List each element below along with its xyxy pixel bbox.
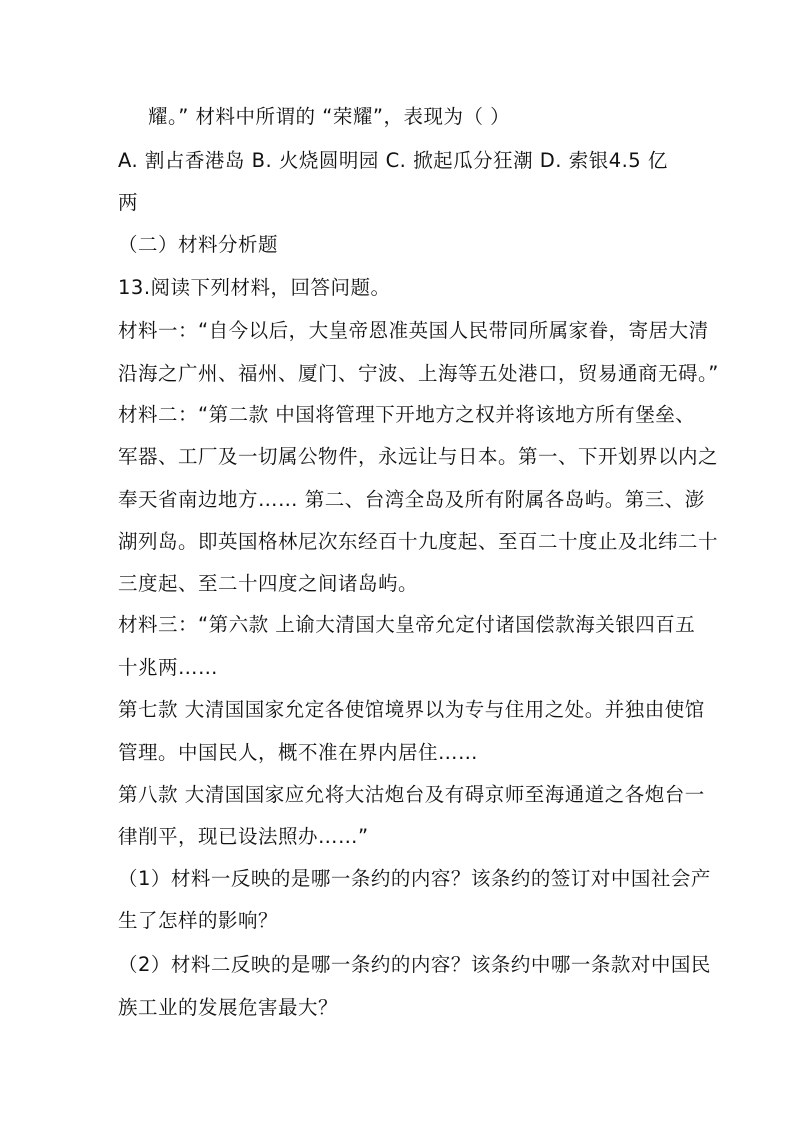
material-2-line: 湖列岛。即英国格林尼次东经百十九度起、至百二十度止及北纬二十 (118, 530, 719, 553)
question-12-options-continued: 两 (118, 191, 139, 214)
question-12-tail: 耀。” 材料中所谓的 “荣耀”，表现为（ ） (148, 105, 511, 128)
sub-question-1-continued: 生了怎样的影响？ (118, 909, 279, 932)
material-2-line: 三度起、至二十四度之间诸岛屿。 (118, 572, 419, 595)
article-8-line: 第八款 大清国国家应允将大沽炮台及有碍京师至海通道之各炮台一 (118, 783, 705, 806)
material-2-line: 军器、工厂及一切属公物件，永远让与日本。第一、下开划界以内之 (118, 445, 719, 468)
material-1-line: 沿海之广州、福州、厦门、宁波、上海等五处港口，贸易通商无碍。” (118, 362, 719, 385)
question-13-prompt: 13.阅读下列材料，回答问题。 (118, 276, 391, 299)
material-1-line: 材料一：“自今以后，大皇帝恩准英国人民带同所属家眷，寄居大清 (118, 319, 709, 342)
article-8-line: 律削平，现已设法照办……” (118, 825, 369, 848)
material-3-line: 十兆两…… (118, 656, 219, 679)
material-3-line: 材料三：“第六款 上谕大清国大皇帝允定付诸国偿款海关银四百五 (118, 613, 696, 636)
material-2-line: 奉天省南边地方…… 第二、台湾全岛及所有附属各岛屿。第三、澎 (118, 488, 705, 511)
article-7-line: 管理。中国民人，概不准在界内居住…… (118, 741, 479, 764)
section-heading: （二）材料分析题 (118, 233, 279, 256)
sub-question-2-continued: 族工业的发展危害最大？ (118, 996, 339, 1019)
sub-question-1: （1）材料一反映的是哪一条约的内容？该条约的签订对中国社会产 (118, 867, 711, 890)
sub-question-2: （2）材料二反映的是哪一条约的内容？该条约中哪一条款对中国民 (118, 953, 711, 976)
question-12-options: A. 割占香港岛 B. 火烧圆明园 C. 掀起瓜分狂潮 D. 索银4.5 亿 (118, 149, 668, 172)
article-7-line: 第七款 大清国国家允定各使馆境界以为专与住用之处。并独由使馆 (118, 698, 705, 721)
material-2-line: 材料二：“第二款 中国将管理下开地方之权并将该地方所有堡垒、 (118, 403, 696, 426)
